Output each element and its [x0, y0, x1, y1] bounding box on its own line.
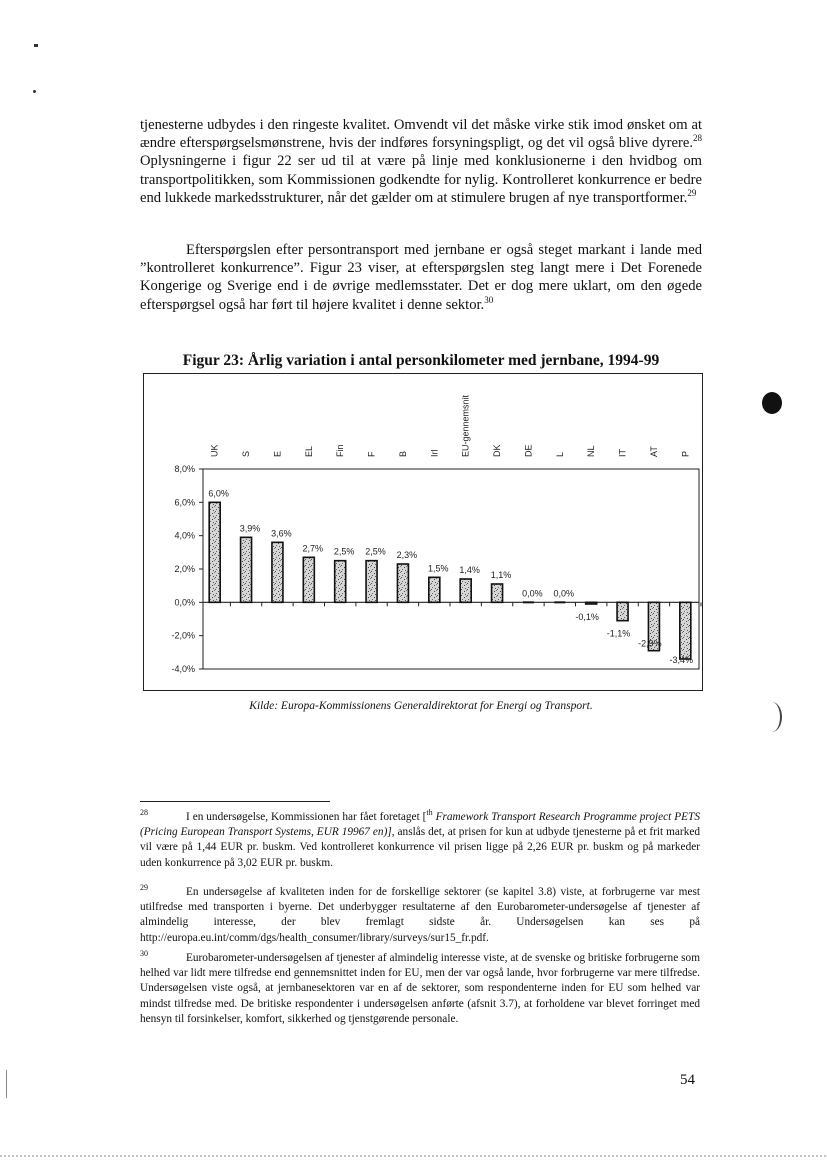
- footnote-number: 30: [140, 949, 148, 959]
- bar-chart: [143, 373, 703, 691]
- category-label: EU-gennemsnit: [460, 394, 471, 457]
- category-label: B: [397, 450, 408, 457]
- footnote-number: 29: [140, 883, 148, 893]
- footnote: $^{30}$ Eurobarometer-undersøgelsen af tjenester af almindelig interesse viste, at de svenske og britiske forbrugerne som helhed var lidt mere tilfredse end gennemsnittet inden for EU, men der var også lande, hvor forbrugerne var mere tilfredse. Undersøgelsen viste også, at jernbanesektoren var en af de sektorer, som respondenterne inden for EU som helhed var mindst tilfredse med. De britiske respondenter i undersøgelsen anførte (afsnit 3.7), at forholdene var blevet forringet med hensyn til forsinkelser, komfort, sikkerhed og tjenstgørende personale.: [140, 949, 700, 1025]
- category-label: IT: [617, 449, 628, 457]
- data-label: -1,1%: [606, 628, 631, 639]
- data-label: 6,0%: [208, 488, 229, 499]
- y-tick-label: -2,0%: [171, 630, 195, 641]
- bar: [335, 561, 346, 603]
- plot-area: [171, 394, 701, 674]
- bar: [586, 602, 597, 604]
- category-label: E: [272, 450, 283, 457]
- binder-hole-icon: [762, 392, 782, 414]
- data-label: 2,7%: [302, 543, 324, 554]
- data-label: -0,1%: [575, 612, 599, 622]
- y-tick-label: 4,0%: [174, 530, 195, 541]
- bar: [460, 579, 471, 602]
- category-label: NL: [586, 445, 597, 457]
- footnote-ref[interactable]: 30: [484, 294, 494, 305]
- y-tick-label: 6,0%: [174, 497, 195, 508]
- category-label: UK: [209, 444, 220, 457]
- bar: [429, 577, 440, 602]
- scan-speck: [34, 44, 38, 47]
- category-label: DE: [523, 444, 534, 457]
- bar: [680, 602, 691, 659]
- footnote: $^{28}$ I en undersøgelse, Kommissionen har fået foretaget [$^{th}$ Framework Transport Research Programme project PETS (Pricing European Transport Systems, EUR 19967 en)], anslås det, at prisen for kun at udbyde tjenesterne på et frit marked vil være på 1,44 EUR pr. buskm. Ved kontrolleret konkurrence vil prisen ligge på 2,26 EUR pr. buskm og på markeder uden konkurrence på 3,02 EUR pr. buskm.: [140, 808, 701, 869]
- bar: [617, 602, 628, 620]
- figure-source: Kilde: Europa-Kommissionens Generaldirektorat for Energi og Transport.: [249, 700, 593, 712]
- category-label: EL: [303, 445, 314, 457]
- chart-frame: [144, 374, 703, 691]
- data-label: -2,9%: [638, 638, 662, 649]
- data-label: 2,5%: [333, 546, 355, 557]
- bar: [272, 542, 283, 602]
- footnote-ref[interactable]: 28: [693, 133, 702, 144]
- y-tick-label: 8,0%: [174, 464, 195, 474]
- category-label: F: [366, 451, 377, 457]
- bar: [492, 584, 503, 602]
- category-label: AT: [648, 446, 659, 457]
- bar: [303, 557, 314, 602]
- data-label: 1,4%: [459, 565, 480, 575]
- scan-edge-line: [0, 1155, 827, 1157]
- data-label: 3,9%: [239, 523, 261, 534]
- y-tick-label: 0,0%: [174, 597, 195, 608]
- body-paragraph: tjenesterne udbydes i den ringeste kvalitet. Omvendt vil det måske virke stik imod ønsket om at ændre efterspørgselsmønstrene, hvis der indføres forsyningspligt, og det vil også blive dyrere.$^{28}$ Oplysningerne i figur 22 ser ud til at være på linje med konklusionerne i den hvidbog om transportpolitikken, som Kommissionen godkendte for nylig. Kontrolleret konkurrence er bedre end lukkede markedsstrukturer, når det gælder om at stimulere brugen af nye transportformer.$^{29}$: [140, 117, 702, 206]
- category-label: P: [680, 450, 691, 457]
- footnote-ref[interactable]: 29: [687, 187, 697, 198]
- category-label: L: [554, 451, 565, 457]
- category-label: Fin: [335, 444, 346, 457]
- footnote: $^{29}$ En undersøgelse af kvaliteten inden for de forskellige sektorer (se kapitel 3.8) viste, at forbrugerne var mest utilfredse med transporten i byerne. Det underbygger resultaterne af den Eurobarometer-undersøgelse af tjenester af almindelig interesse, der blev fremlagt sidste år. Undersøgelsen kan ses på http://europa.eu.int/comm/dgs/health_consumer/library/surveys/sur15_fr.pdf.: [140, 883, 700, 944]
- data-label: 2,3%: [396, 550, 418, 560]
- y-tick-label: 2,0%: [174, 564, 195, 574]
- data-label: -3,4%: [669, 655, 694, 665]
- data-label: 3,6%: [271, 528, 292, 539]
- data-label: 1,5%: [428, 563, 449, 574]
- data-label: 1,1%: [490, 570, 512, 580]
- data-label: 0,0%: [522, 588, 543, 599]
- data-label: 2,5%: [365, 546, 386, 557]
- figure-title: Figur 23: Årlig variation i antal personkilometer med jernbane, 1994-99: [182, 352, 660, 369]
- footnote-number: 28: [140, 808, 148, 818]
- category-label: S: [241, 450, 252, 457]
- scan-speck: [33, 90, 36, 93]
- body-paragraph: Efterspørgslen efter persontransport med jernbane er også steget markant i lande med ”kontrolleret konkurrence”. Figur 23 viser, at efterspørgslen steg langt mere i Det Forenede Kongerige og Sverige end i de øvrige medlemsstater. Det er dog mere uklart, om den øgede efterspørgsel også har ført til højere kvalitet i denne sektor.$^{30}$: [140, 242, 702, 313]
- category-label: Irl: [429, 449, 440, 457]
- data-label: 0,0%: [553, 588, 575, 599]
- bar: [397, 564, 408, 602]
- y-tick-label: -4,0%: [171, 664, 195, 674]
- scan-edge-line: [6, 1070, 7, 1098]
- footnote-divider: [140, 801, 330, 802]
- bar: [241, 537, 252, 602]
- bar: [209, 502, 220, 602]
- binder-hole-icon: [762, 702, 782, 732]
- category-label: DK: [492, 444, 503, 457]
- page-number: 54: [680, 1072, 695, 1088]
- bar: [366, 561, 377, 603]
